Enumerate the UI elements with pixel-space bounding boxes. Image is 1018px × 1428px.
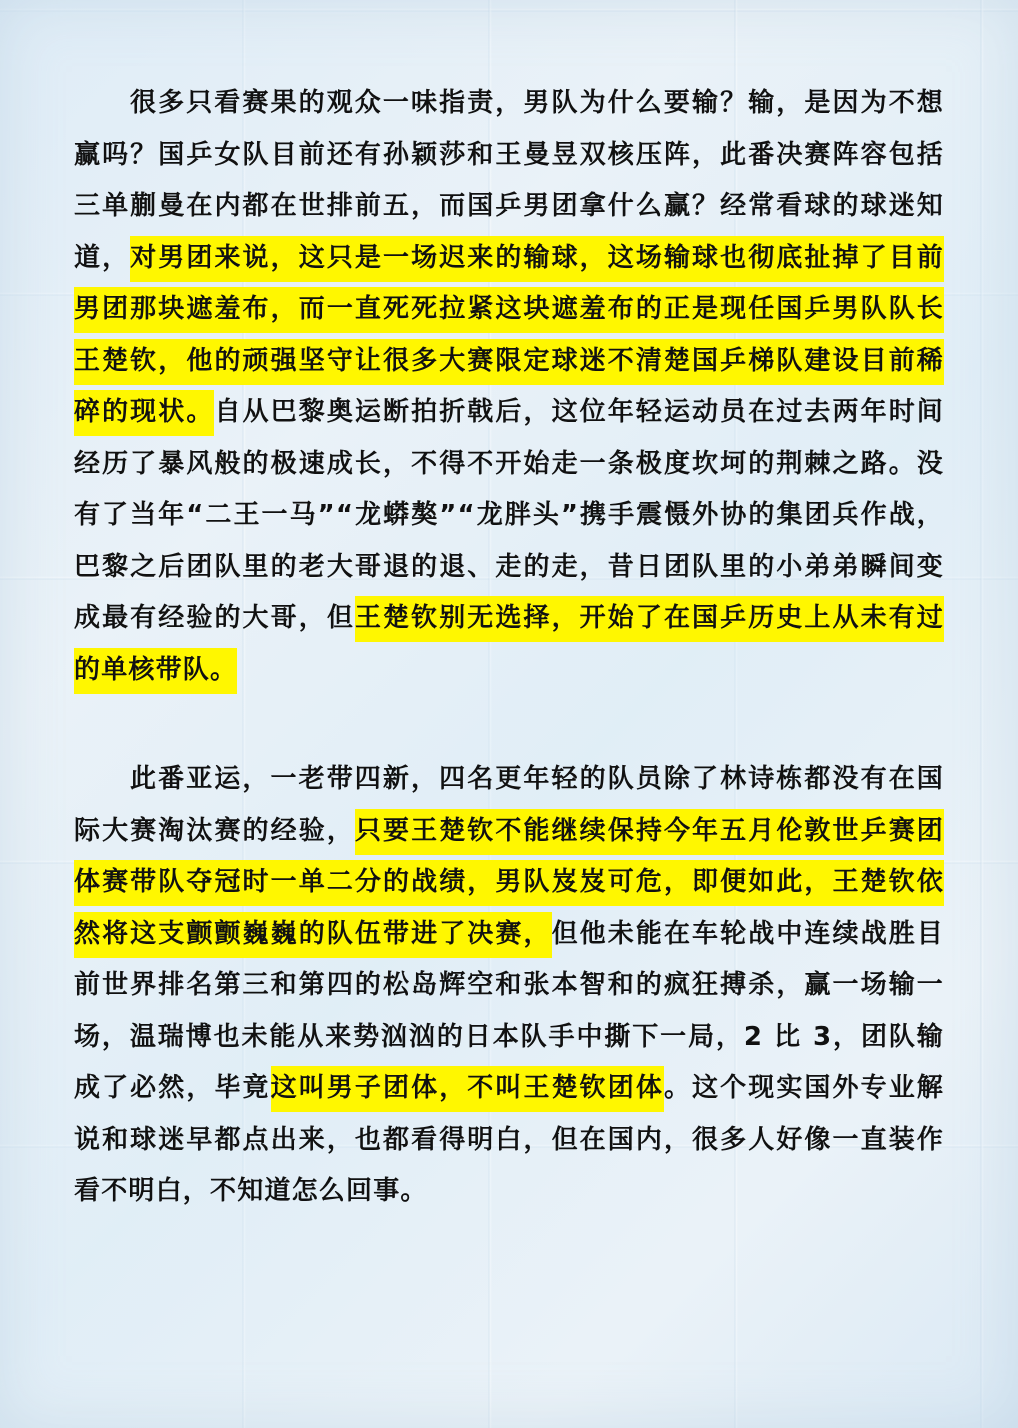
- paragraph-2-highlight-2: 这叫男子团体，不叫王楚钦团体: [271, 1066, 664, 1112]
- paragraph-1-highlight-1: 对男团来说，这只是一场迟来的输球，这场输球也彻底扯掉了目前男团那块遮羞布，而一直死死拉紧这块遮羞布的正是现任国乒男队队长王楚钦，他的顽强坚守让很多大赛限定球迷不清楚国乒梯队建设目前稀碎的现状。: [74, 236, 944, 437]
- paragraph-2-segment-3: 但他未能在车轮战中连续战胜目前世界排名第三和第四的松岛辉空和张本智和的疯狂搏杀，赢一场输一场，温瑞博也未能从来势汹汹的日本队手中撕下一局，2 比 3，团队输成了必然，毕竟: [74, 918, 944, 1103]
- paragraph-2-segment-1: 此番亚运，一老带四新，四名更年轻的队员除了林诗栋都没有在国际大赛淘汰赛的经验，: [74, 764, 944, 846]
- paragraph-2: [74, 754, 944, 1218]
- paragraph-1: [74, 78, 944, 696]
- paragraph-1-highlight-2: 王楚钦别无选择，开始了在国乒历史上从未有过的单核带队。: [74, 596, 944, 694]
- paragraph-2-highlight-1: 只要王楚钦不能继续保持今年五月伦敦世乒赛团体赛带队夺冠时一单二分的战绩，男队岌岌可危，即便如此，王楚钦依然将这支颤颤巍巍的队伍带进了决赛，: [74, 809, 944, 958]
- paragraph-2-segment-5: 。这个现实国外专业解说和球迷早都点出来，也都看得明白，但在国内，很多人好像一直装作看不明白，不知道怎么回事。: [74, 1073, 944, 1206]
- paragraph-1-segment-1: 很多只看赛果的观众一味指责，男队为什么要输？输，是因为不想赢吗？国乒女队目前还有孙颖莎和王曼昱双核压阵，此番决赛阵容包括三单蒯曼在内都在世排前五，而国乒男团拿什么赢？经常看球的球迷知道，: [74, 88, 944, 273]
- paragraph-1-segment-3: 自从巴黎奥运断拍折戟后，这位年轻运动员在过去两年时间经历了暴风般的极速成长，不得不开始走一条极度坎坷的荆棘之路。没有了当年“二王一马”“龙蟒獒”“龙胖头”携手震慑外协的集团兵作战，巴黎之后团队里的老大哥退的退、走的走，昔日团队里的小弟弟瞬间变成最有经验的大哥，但: [74, 397, 944, 633]
